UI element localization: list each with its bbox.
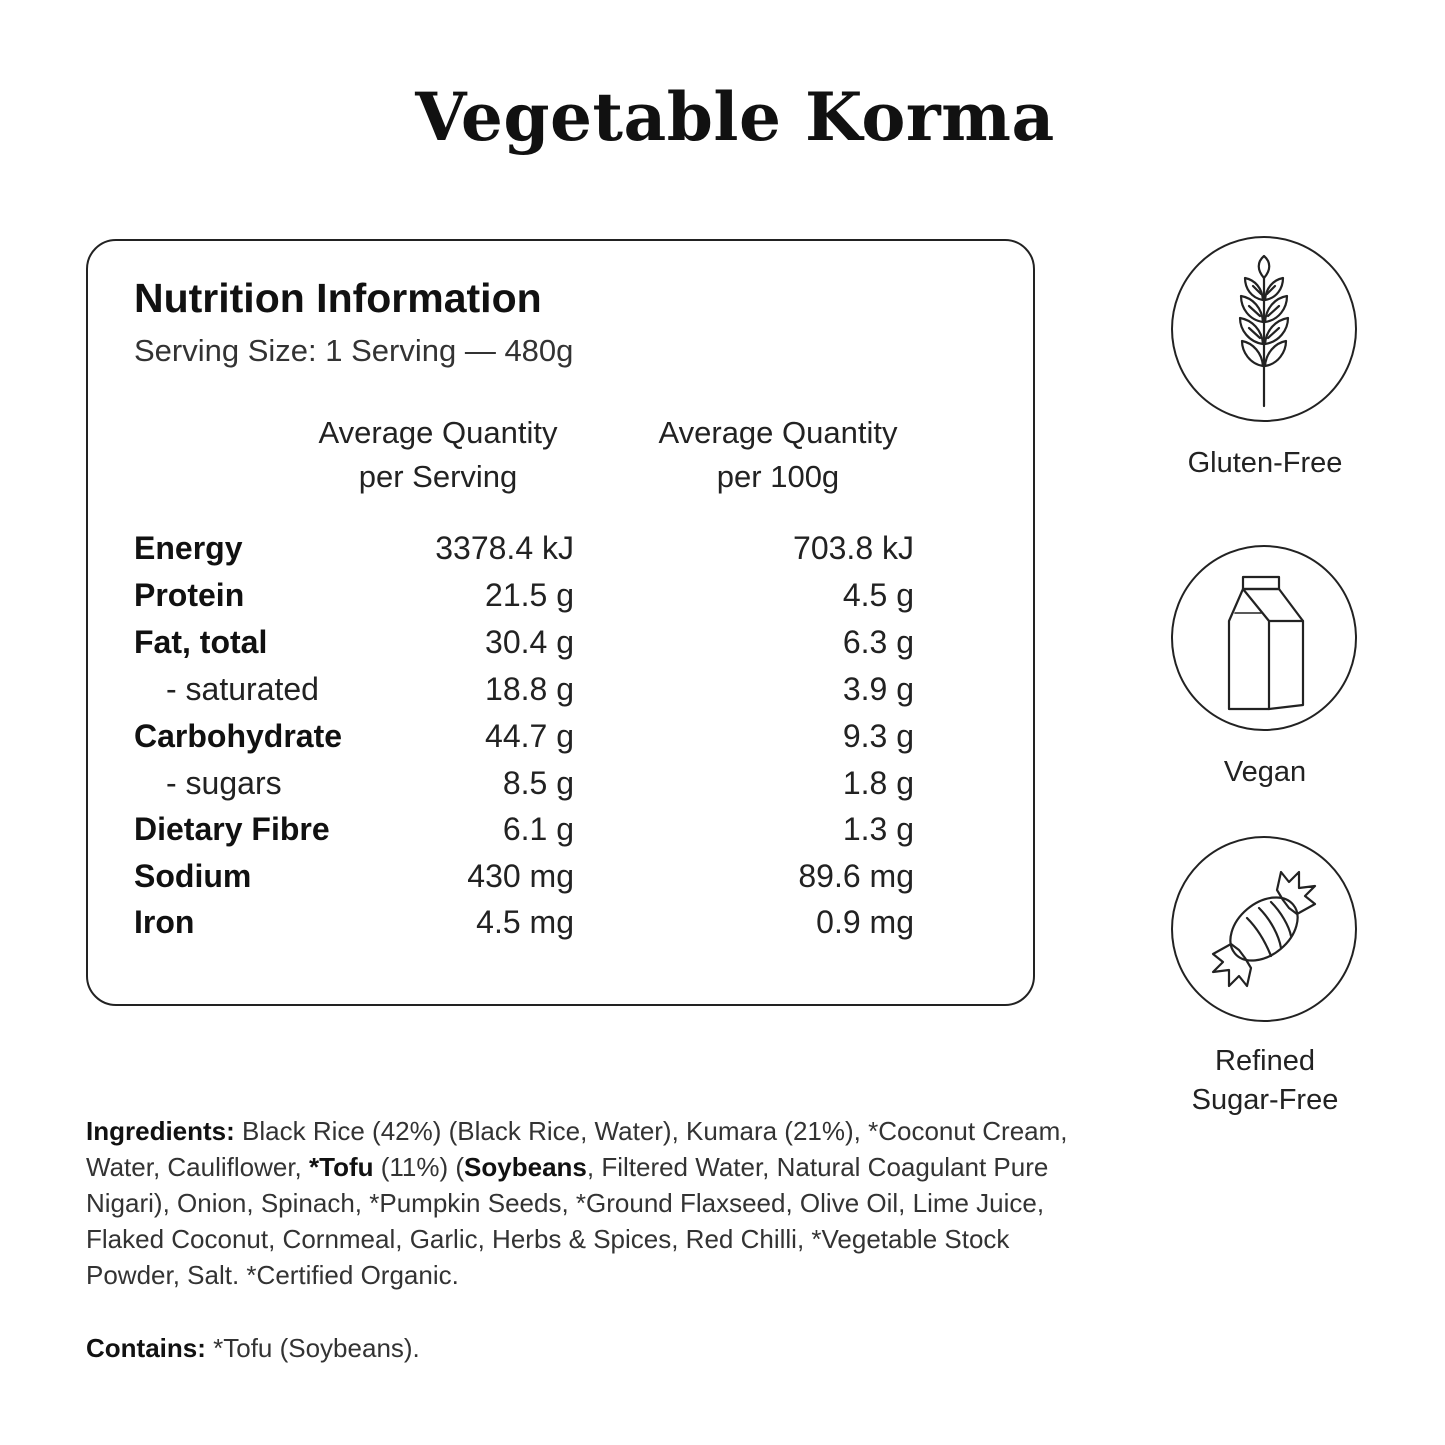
contains-label: Contains: — [86, 1333, 206, 1363]
nutrition-row — [134, 572, 964, 618]
serving-size: Serving Size: 1 Serving — 480g — [134, 333, 574, 368]
per-100g-value: 3.9 g — [842, 671, 914, 707]
per-100g-value: 89.6 mg — [798, 858, 914, 894]
badge-label-line-1: Refined — [1215, 1045, 1315, 1077]
nutrient-label: Iron — [134, 904, 195, 940]
per-100g-value: 4.5 g — [842, 577, 914, 613]
product-title: Vegetable Korma — [415, 78, 1055, 156]
nutrient-label: Fat, total — [134, 624, 268, 660]
nutrient-label: Carbohydrate — [134, 718, 343, 754]
per-100g-value: 9.3 g — [842, 718, 914, 754]
nutrient-label: Energy — [134, 530, 243, 566]
per-100g-value: 703.8 kJ — [793, 530, 914, 566]
nutrition-heading: Nutrition Information — [134, 275, 542, 321]
allergen-tofu: *Tofu — [309, 1152, 374, 1182]
nutrient-label: Sodium — [134, 858, 252, 894]
per-100g-value: 0.9 mg — [816, 904, 914, 940]
column-header-per-serving: Average Quantity per Serving — [318, 415, 558, 494]
per-serving-value: 8.5 g — [502, 765, 574, 801]
per-serving-value: 4.5 mg — [476, 904, 574, 940]
nutrition-row — [134, 899, 964, 945]
badge-label: Gluten-Free — [1187, 447, 1343, 479]
per-serving-value: 21.5 g — [485, 577, 574, 613]
column-header-per-100g: Average Quantity per 100g — [658, 415, 898, 494]
nutrient-label: - sugars — [166, 765, 282, 801]
per-100g-value: 6.3 g — [842, 624, 914, 660]
nutrient-label: - saturated — [166, 671, 319, 707]
nutrient-label: Dietary Fibre — [134, 811, 330, 847]
per-serving-value: 44.7 g — [485, 718, 574, 754]
nutrition-row — [134, 713, 964, 759]
refined-sugar-free-badge — [1171, 836, 1357, 1022]
nutrition-row — [134, 806, 964, 852]
per-serving-value: 30.4 g — [485, 624, 574, 660]
allergen-soybeans: Soybeans — [464, 1152, 587, 1182]
nutrition-subrow — [134, 666, 964, 712]
ingredients-text: Ingredients: Black Rice (42%) (Black Rice, Water), Kumara (21%), *Coconut Cream, Water, Cauliflower, *Tofu (11%) (Soybeans, Filtered Water, Natural Coagulant Pure Nigari), Onion, Spinach, *Pumpkin Seeds, *Ground Flaxseed, Olive Oil, Lime Juice, Flaked Coconut, Cornmeal, Garlic, Herbs & Spices, Red Chilli, *Vegetable Stock Powder, Salt. *Certified Organic. — [86, 1116, 1068, 1290]
vegan-badge — [1171, 545, 1357, 731]
gluten-free-badge — [1171, 236, 1357, 422]
nutrient-label: Protein — [134, 577, 245, 613]
per-serving-value: 6.1 g — [502, 811, 574, 847]
per-serving-value: 430 mg — [467, 858, 574, 894]
nutrition-row — [134, 853, 964, 899]
per-100g-value: 1.8 g — [842, 765, 914, 801]
milk-carton-icon — [1173, 547, 1355, 729]
candy-icon — [1173, 838, 1355, 1020]
wheat-icon — [1173, 238, 1355, 420]
nutrition-subrow — [134, 760, 964, 806]
nutrition-panel — [86, 239, 1035, 1006]
contains-text: Contains: *Tofu (Soybeans). — [86, 1333, 420, 1363]
per-serving-value: 18.8 g — [485, 671, 574, 707]
badge-label-line-2: Sugar-Free — [1191, 1084, 1339, 1116]
per-serving-value: 3378.4 kJ — [435, 530, 574, 566]
nutrition-row — [134, 525, 964, 571]
nutrition-row — [134, 619, 964, 665]
ingredients-label: Ingredients: — [86, 1116, 235, 1146]
badge-label: Vegan — [1223, 756, 1307, 788]
per-100g-value: 1.3 g — [842, 811, 914, 847]
